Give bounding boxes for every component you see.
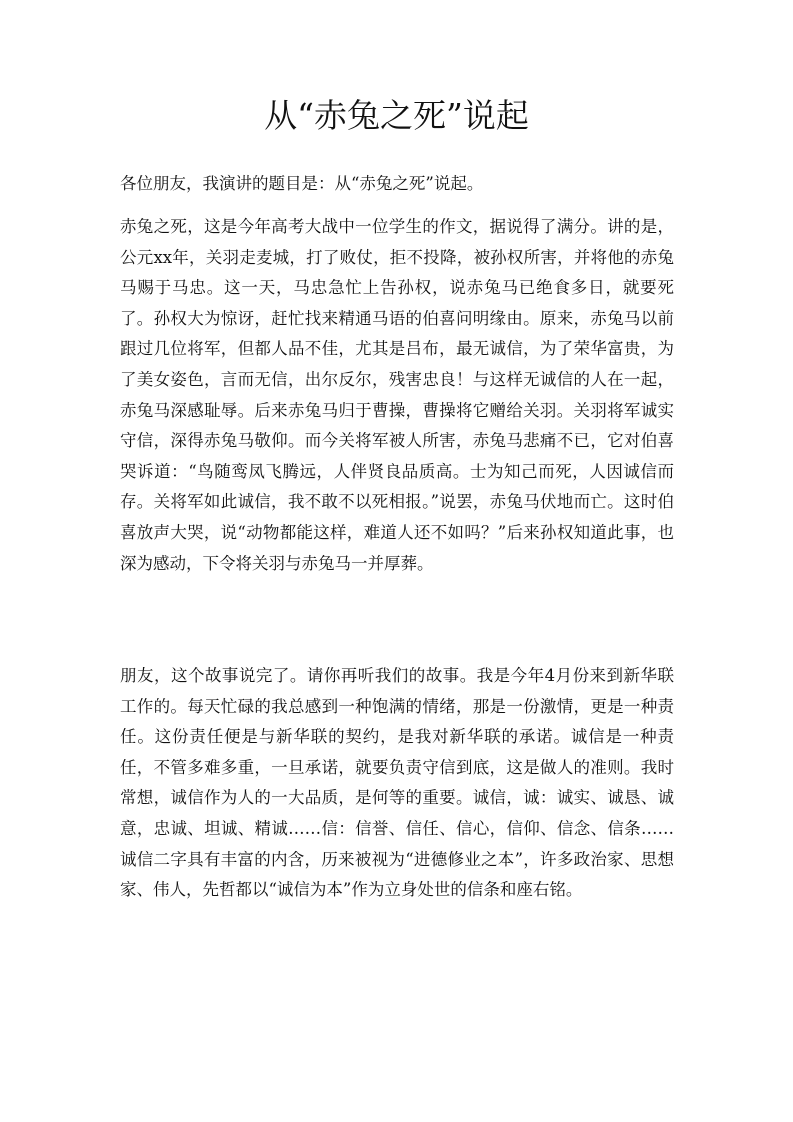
paragraph-intro: 各位朋友，我演讲的题目是：从“赤兔之死”说起。 [120,174,484,193]
paragraph-reflection: 朋友，这个故事说完了。请你再听我们的故事。我是今年4月份来到新华联工作的。每天忙碌的我总感到一种饱满的情绪，那是一份激情，更是一种责任。这份责任便是与新华联的契约，是我对新华联的承诺。诚信是一种责任，不管多难多重，一旦承诺，就要负责守信到底，这是做人的准则。我时常想，诚信作为人的一大品质，是何等的重要。诚信，诚：诚实、诚恳、诚意，忠诚、坦诚、精诚……信：信誉、信任、信心，信仰、信念、信条……诚信二字具有丰富的内含，历来被视为“进德修业之本”，许多政治家、思想家、伟人，先哲都以“诚信为本”作为立身处世的信条和座右铭。 [120,666,674,900]
paragraph-story: 赤兔之死，这是今年高考大战中一位学生的作文，据说得了满分。讲的是，公元xx年，关羽走麦城，打了败仗，拒不投降，被孙权所害，并将他的赤兔马赐于马忠。这一天，马忠急忙上告孙权，说赤兔马已绝食多日，就要死了。孙权大为惊讶，赶忙找来精通马语的伯喜问明缘由。原来，赤兔马以前跟过几位将军，但都人品不佳，尤其是吕布，最无诚信，为了荣华富贵，为了美女姿色，言而无信，出尔反尔，残害忠良！与这样无诚信的人在一起，赤兔马深感耻辱。后来赤兔马归于曹操，曹操将它赠给关羽。关羽将军诚实守信，深得赤兔马敬仰。而今关将军被人所害，赤兔马悲痛不已，它对伯喜哭诉道：“鸟随鸾凤飞腾远，人伴贤良品质高。士为知己而死，人因诚信而存。关将军如此诚信，我不敢不以死相报。”说罢，赤兔马伏地而亡。这时伯喜放声大哭，说“动物都能这样，难道人还不如吗？”后来孙权知道此事，也深为感动，下令将关羽与赤兔马一并厚葬。 [120,217,674,573]
document-title: 从“赤兔之死”说起 [264,96,529,135]
